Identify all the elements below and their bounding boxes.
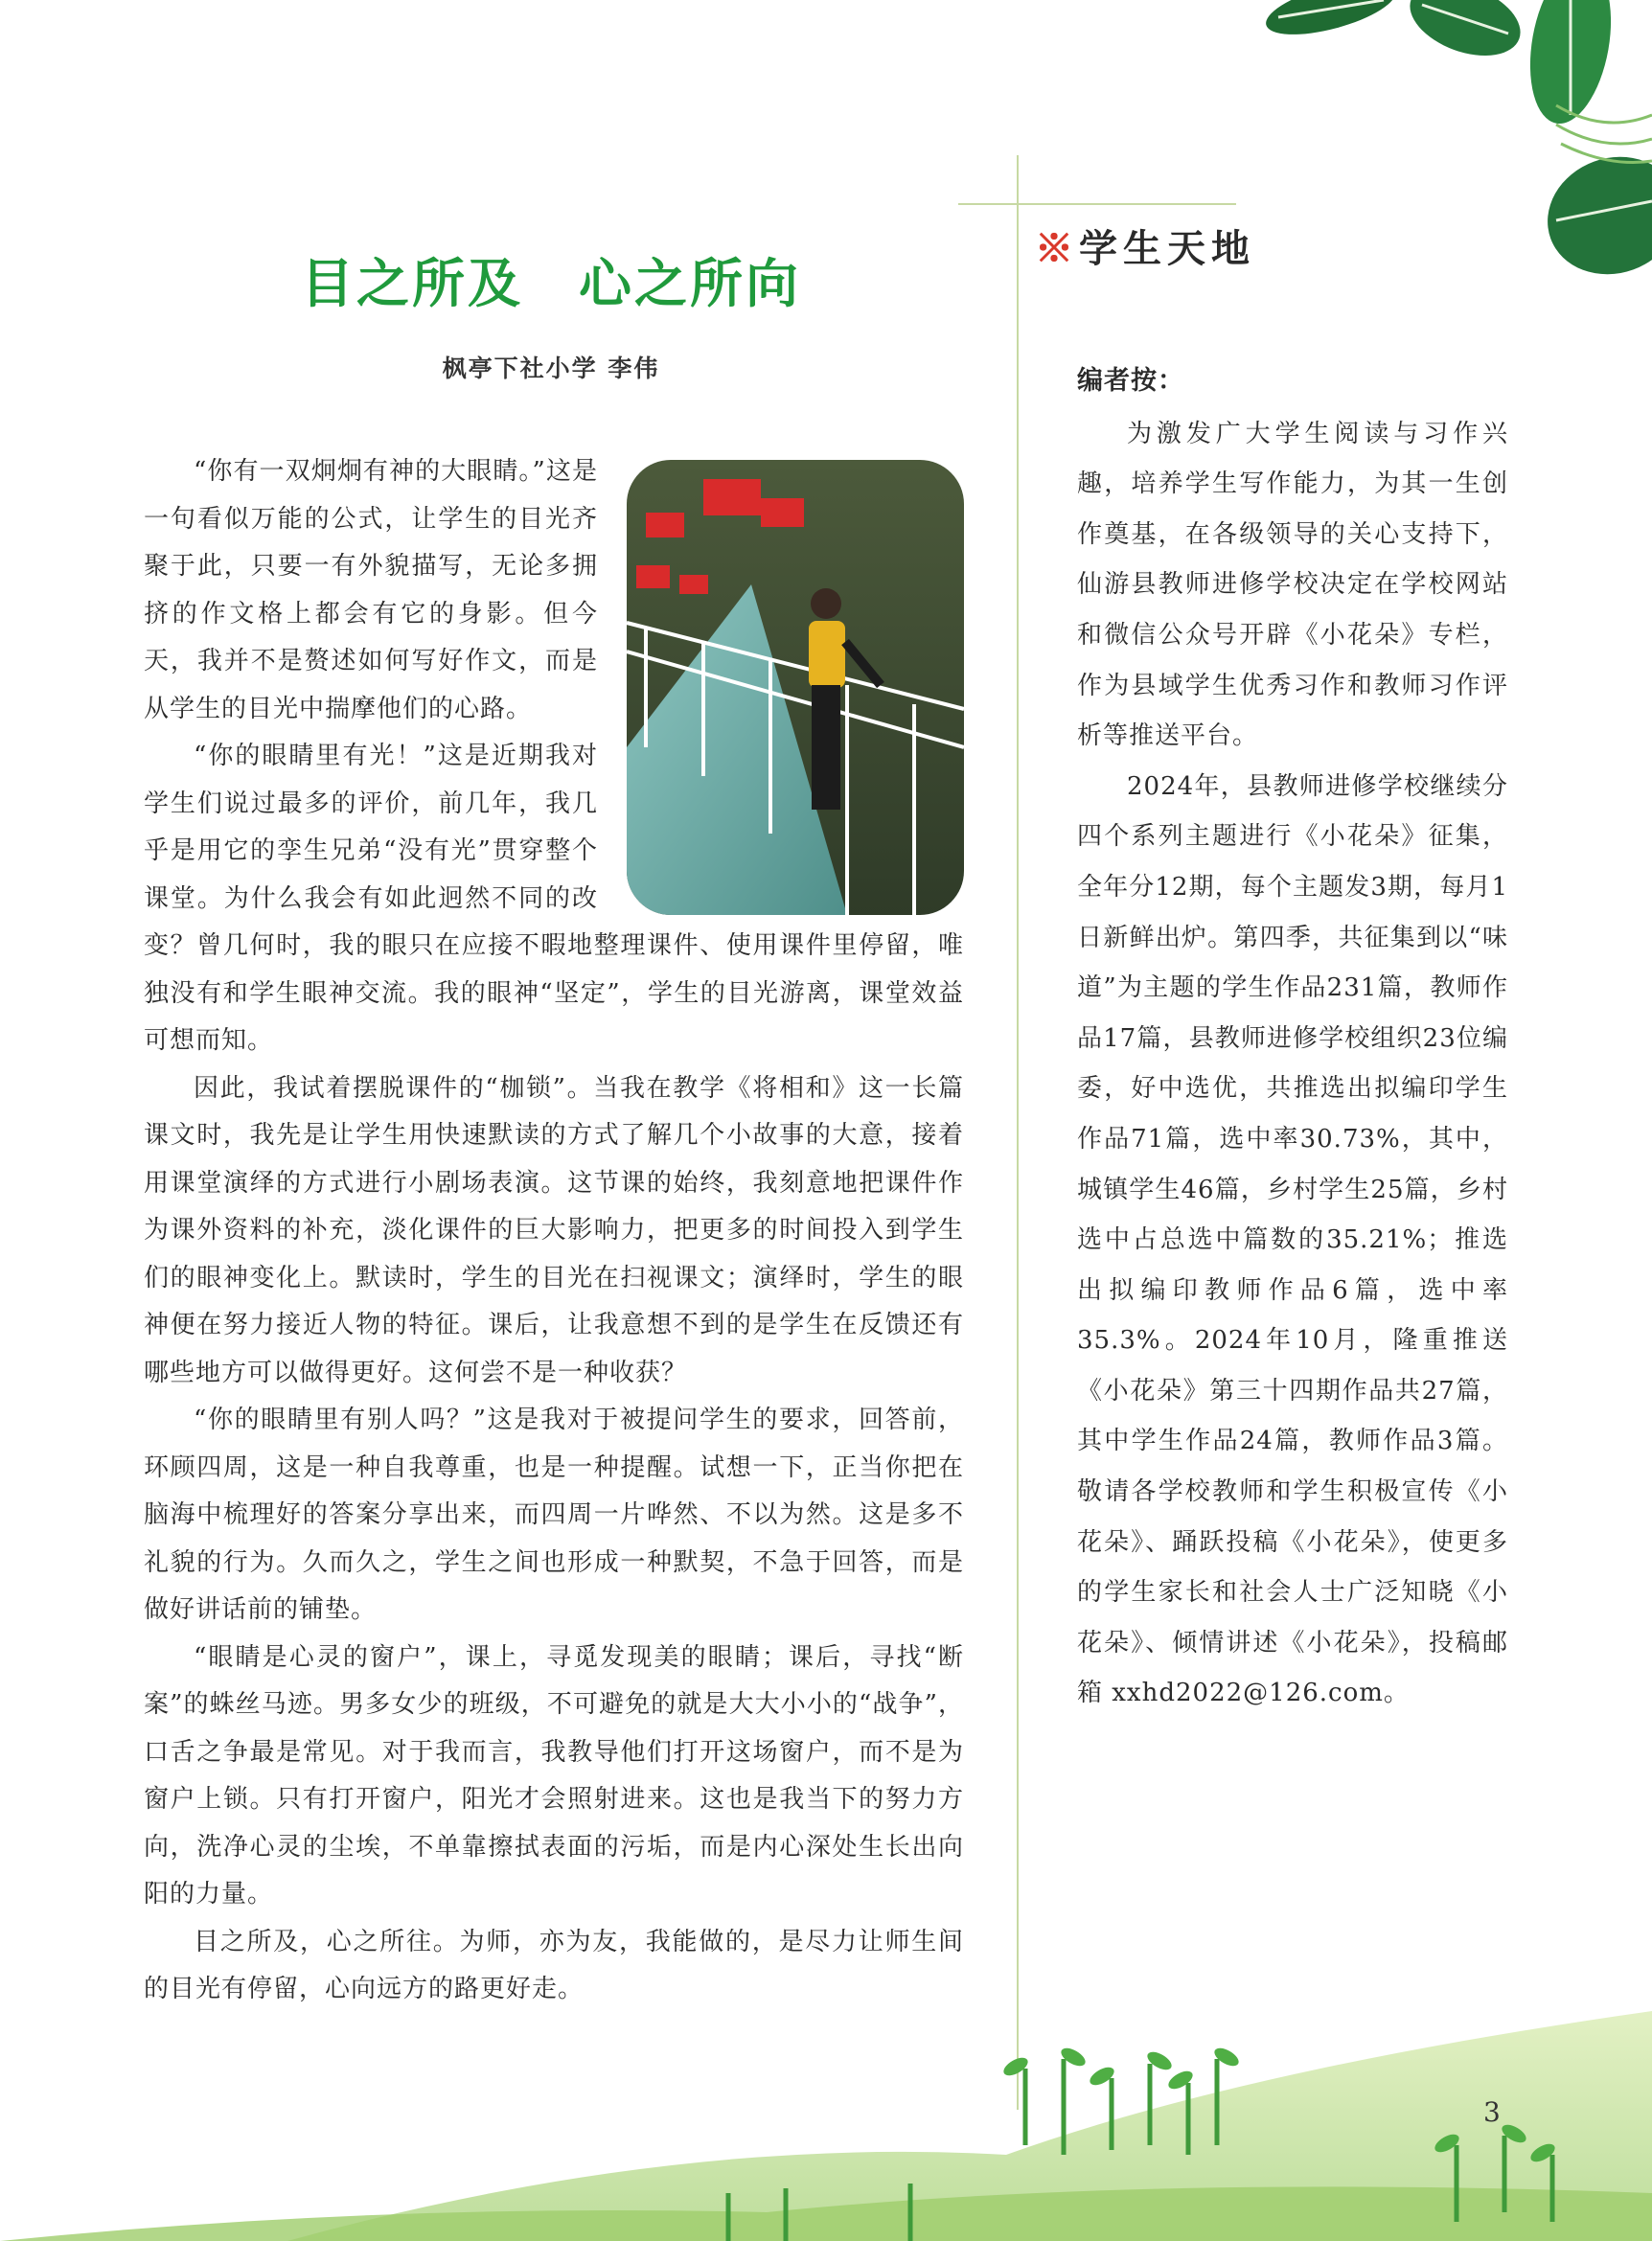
editor-note-paragraph: 2024年，县教师进修学校继续分四个系列主题进行《小花朵》征集，全年分12期，每个主题发3期，每月1日新鲜出炉。第四季，共征集到以“味道”为主题的学生作品231篇，教师作品17篇，县教师进修学校组织23位编委，好中选优，共推选出拟编印学生作品71篇，选中率30.73%，其中，城镇学生46篇，乡村学生25篇，乡村选中占总选中篇数的35.21%；推选出拟编印教师作品6篇，选中率35.3%。2024年10月，隆重推送《小花朵》第三十四期作品共27篇，其中学生作品24篇，教师作品3篇。敬请各学校教师和学生积极宣传《小花朵》、踊跃投稿《小花朵》，使更多的学生家长和社会人士广泛知晓《小花朵》、倾情讲述《小花朵》，投稿邮箱 xxhd2022@126.com。 [1077,771,1508,1708]
article-paragraph: “你有一双炯炯有神的大眼睛。”这是一句看似万能的公式，让学生的目光齐聚于此，只要一有外貌描写，无论多拥挤的作文格上都会有它的身影。但今天，我并不是赘述如何写好作文，而是从学生的目光中揣摩他们的心路。 [144,457,598,723]
column-divider-vertical [1017,155,1019,2110]
editor-note [1077,356,1508,1719]
article-author: 枫亭下社小学 李伟 [442,354,660,382]
article-title: 目之所及 心之所向 [300,253,801,314]
reference-mark-icon: ※ [1035,226,1079,271]
article-paragraph: 目之所及，心之所往。为师，亦为友，我能做的，是尽力让师生间的目光有停留，心向远方的路更好走。 [144,1927,964,2003]
section-heading [1035,218,1255,273]
column-divider-horizontal [958,203,1236,205]
article-body [144,448,964,2014]
article-paragraph: 因此，我试着摆脱课件的“枷锁”。当我在教学《将相和》这一长篇课文时，我先是让学生用快速默读的方式了解几个小故事的大意，接着用课堂演绎的方式进行小剧场表演。这节课的始终，我刻意地把课件作为课外资料的补充，淡化课件的巨大影响力，把更多的时间投入到学生们的眼神变化上。默读时，学生的目光在扫视课文；演绎时，学生的眼神便在努力接近人物的特征。课后，让我意想不到的是学生在反馈还有哪些地方可以做得更好。这何尝不是一种收获？ [144,1073,964,1387]
grass-sprouts-decoration [0,1954,1652,2241]
section-title: 学生天地 [1079,226,1255,271]
article-paragraph: “眼睛是心灵的窗户”，课上，寻觅发现美的眼睛；课后，寻找“断案”的蛛丝马迹。男多女少的班级，不可避免的就是大大小小的“战争”，口舌之争最是常见。对于我而言，我教导他们打开这场窗户，而不是为窗户上锁。只有打开窗户，阳光才会照射进来。这也是我当下的努力方向，洗净心灵的尘埃，不单靠擦拭表面的污垢，而是内心深处生长出向阳的力量。 [144,1642,964,1909]
author-photo [627,460,964,915]
editor-note-paragraph: 为激发广大学生阅读与习作兴趣，培养学生写作能力，为其一生创作奠基，在各级领导的关心支持下，仙游县教师进修学校决定在学校网站和微信公众号开辟《小花朵》专栏，作为县域学生优秀习作和教师习作评析等推送平台。 [1077,419,1508,751]
article-paragraph: “你的眼睛里有别人吗？”这是我对于被提问学生的要求，回答前，环顾四周，这是一种自我尊重，也是一种提醒。试想一下，正当你把在脑海中梳理好的答案分享出来，而四周一片哗然、不以为然。这是多不礼貌的行为。久而久之，学生之间也形成一种默契，不急于回答，而是做好讲话前的铺垫。 [144,1406,964,1624]
editor-note-title: 编者按： [1077,366,1184,396]
tropical-leaves-decoration [1240,0,1652,316]
article-paragraph: “你的眼睛里有光！”这是近期我对学生们说过最多的评价，前几年，我几乎是用它的孪生兄弟“没有光”贯穿整个课堂。为什么我会有如此迥然不同的改变？曾几何时，我的眼只在应接不暇地整理课件、使用课件里停留，唯独没有和学生眼神交流。我的眼神“坚定”，学生的目光游离，课堂效益可想而知。 [144,742,964,1055]
glass-bridge-photo-illustration [627,460,964,915]
page-number: 3 [1483,2096,1501,2128]
